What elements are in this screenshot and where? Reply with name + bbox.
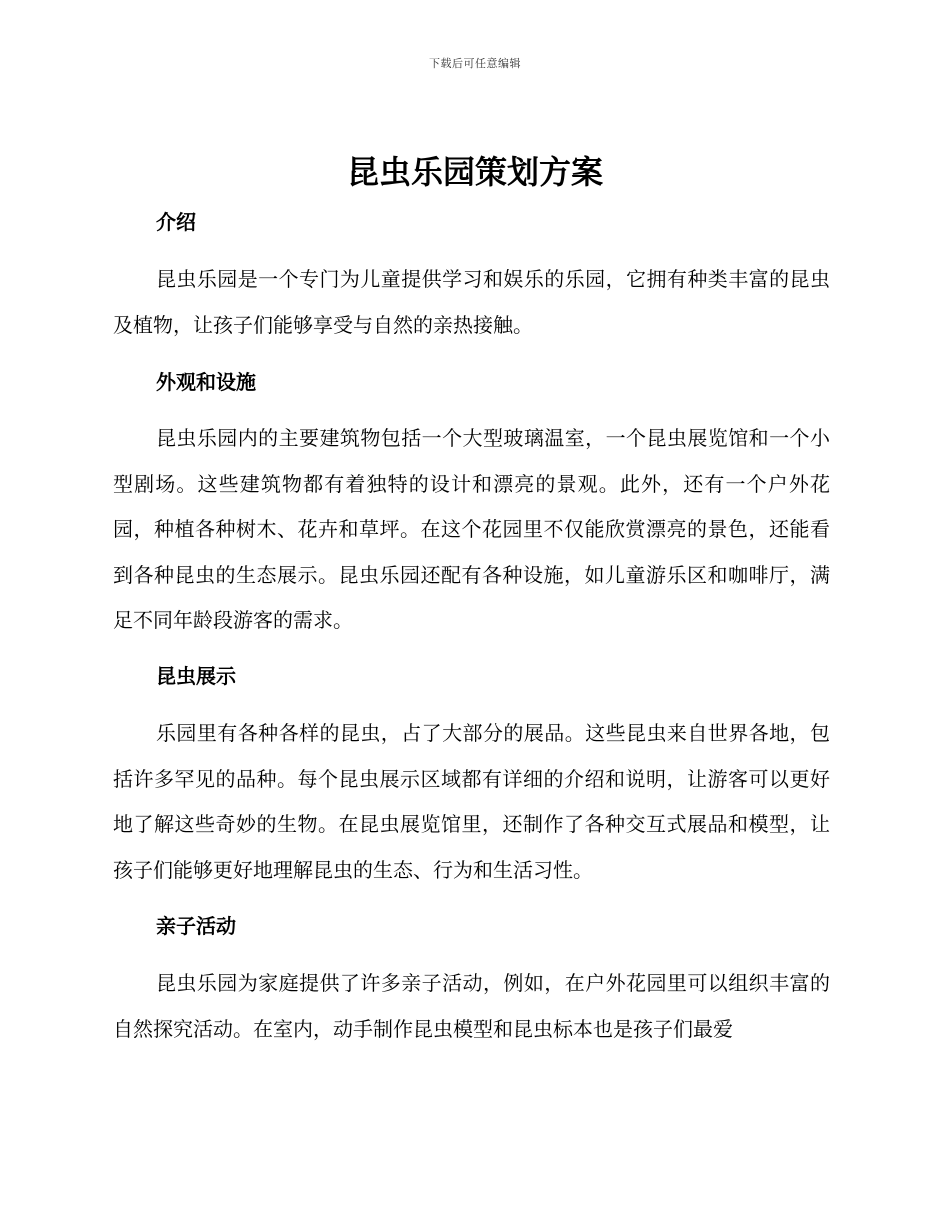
section-body-facilities: 昆虫乐园内的主要建筑物包括一个大型玻璃温室，一个昆虫展览馆和一个小型剧场。这些建筑物都有着独特的设计和漂亮的景观。此外，还有一个户外花园，种植各种树木、花卉和草坪。在这个花园里不仅能欣赏漂亮的景色，还能看到各种昆虫的生态展示。昆虫乐园还配有各种设施，如儿童游乐区和咖啡厅，满足不同年龄段游客的需求。	[113, 426, 830, 632]
section-body-introduction: 昆虫乐园是一个专门为儿童提供学习和娱乐的乐园，它拥有种类丰富的昆虫及植物，让孩子们能够享受与自然的亲热接触。	[113, 267, 830, 337]
document-title: 昆虫乐园策划方案	[346, 153, 603, 191]
section-heading-family-activities: 亲子活动	[156, 914, 236, 938]
section-heading-insect-display: 昆虫展示	[156, 664, 236, 688]
page-header-note: 下载后可任意编辑	[429, 57, 521, 70]
section-body-family-activities: 昆虫乐园为家庭提供了许多亲子活动，例如，在户外花园里可以组织丰富的自然探究活动。在室内，动手制作昆虫模型和昆虫标本也是孩子们最爱	[113, 971, 830, 1041]
section-heading-facilities: 外观和设施	[156, 370, 256, 394]
section-heading-introduction: 介绍	[156, 210, 196, 234]
section-body-insect-display: 乐园里有各种各样的昆虫，占了大部分的展品。这些昆虫来自世界各地，包括许多罕见的品种。每个昆虫展示区域都有详细的介绍和说明，让游客可以更好地了解这些奇妙的生物。在昆虫展览馆里，还制作了各种交互式展品和模型，让孩子们能够更好地理解昆虫的生态、行为和生活习性。	[113, 721, 830, 882]
